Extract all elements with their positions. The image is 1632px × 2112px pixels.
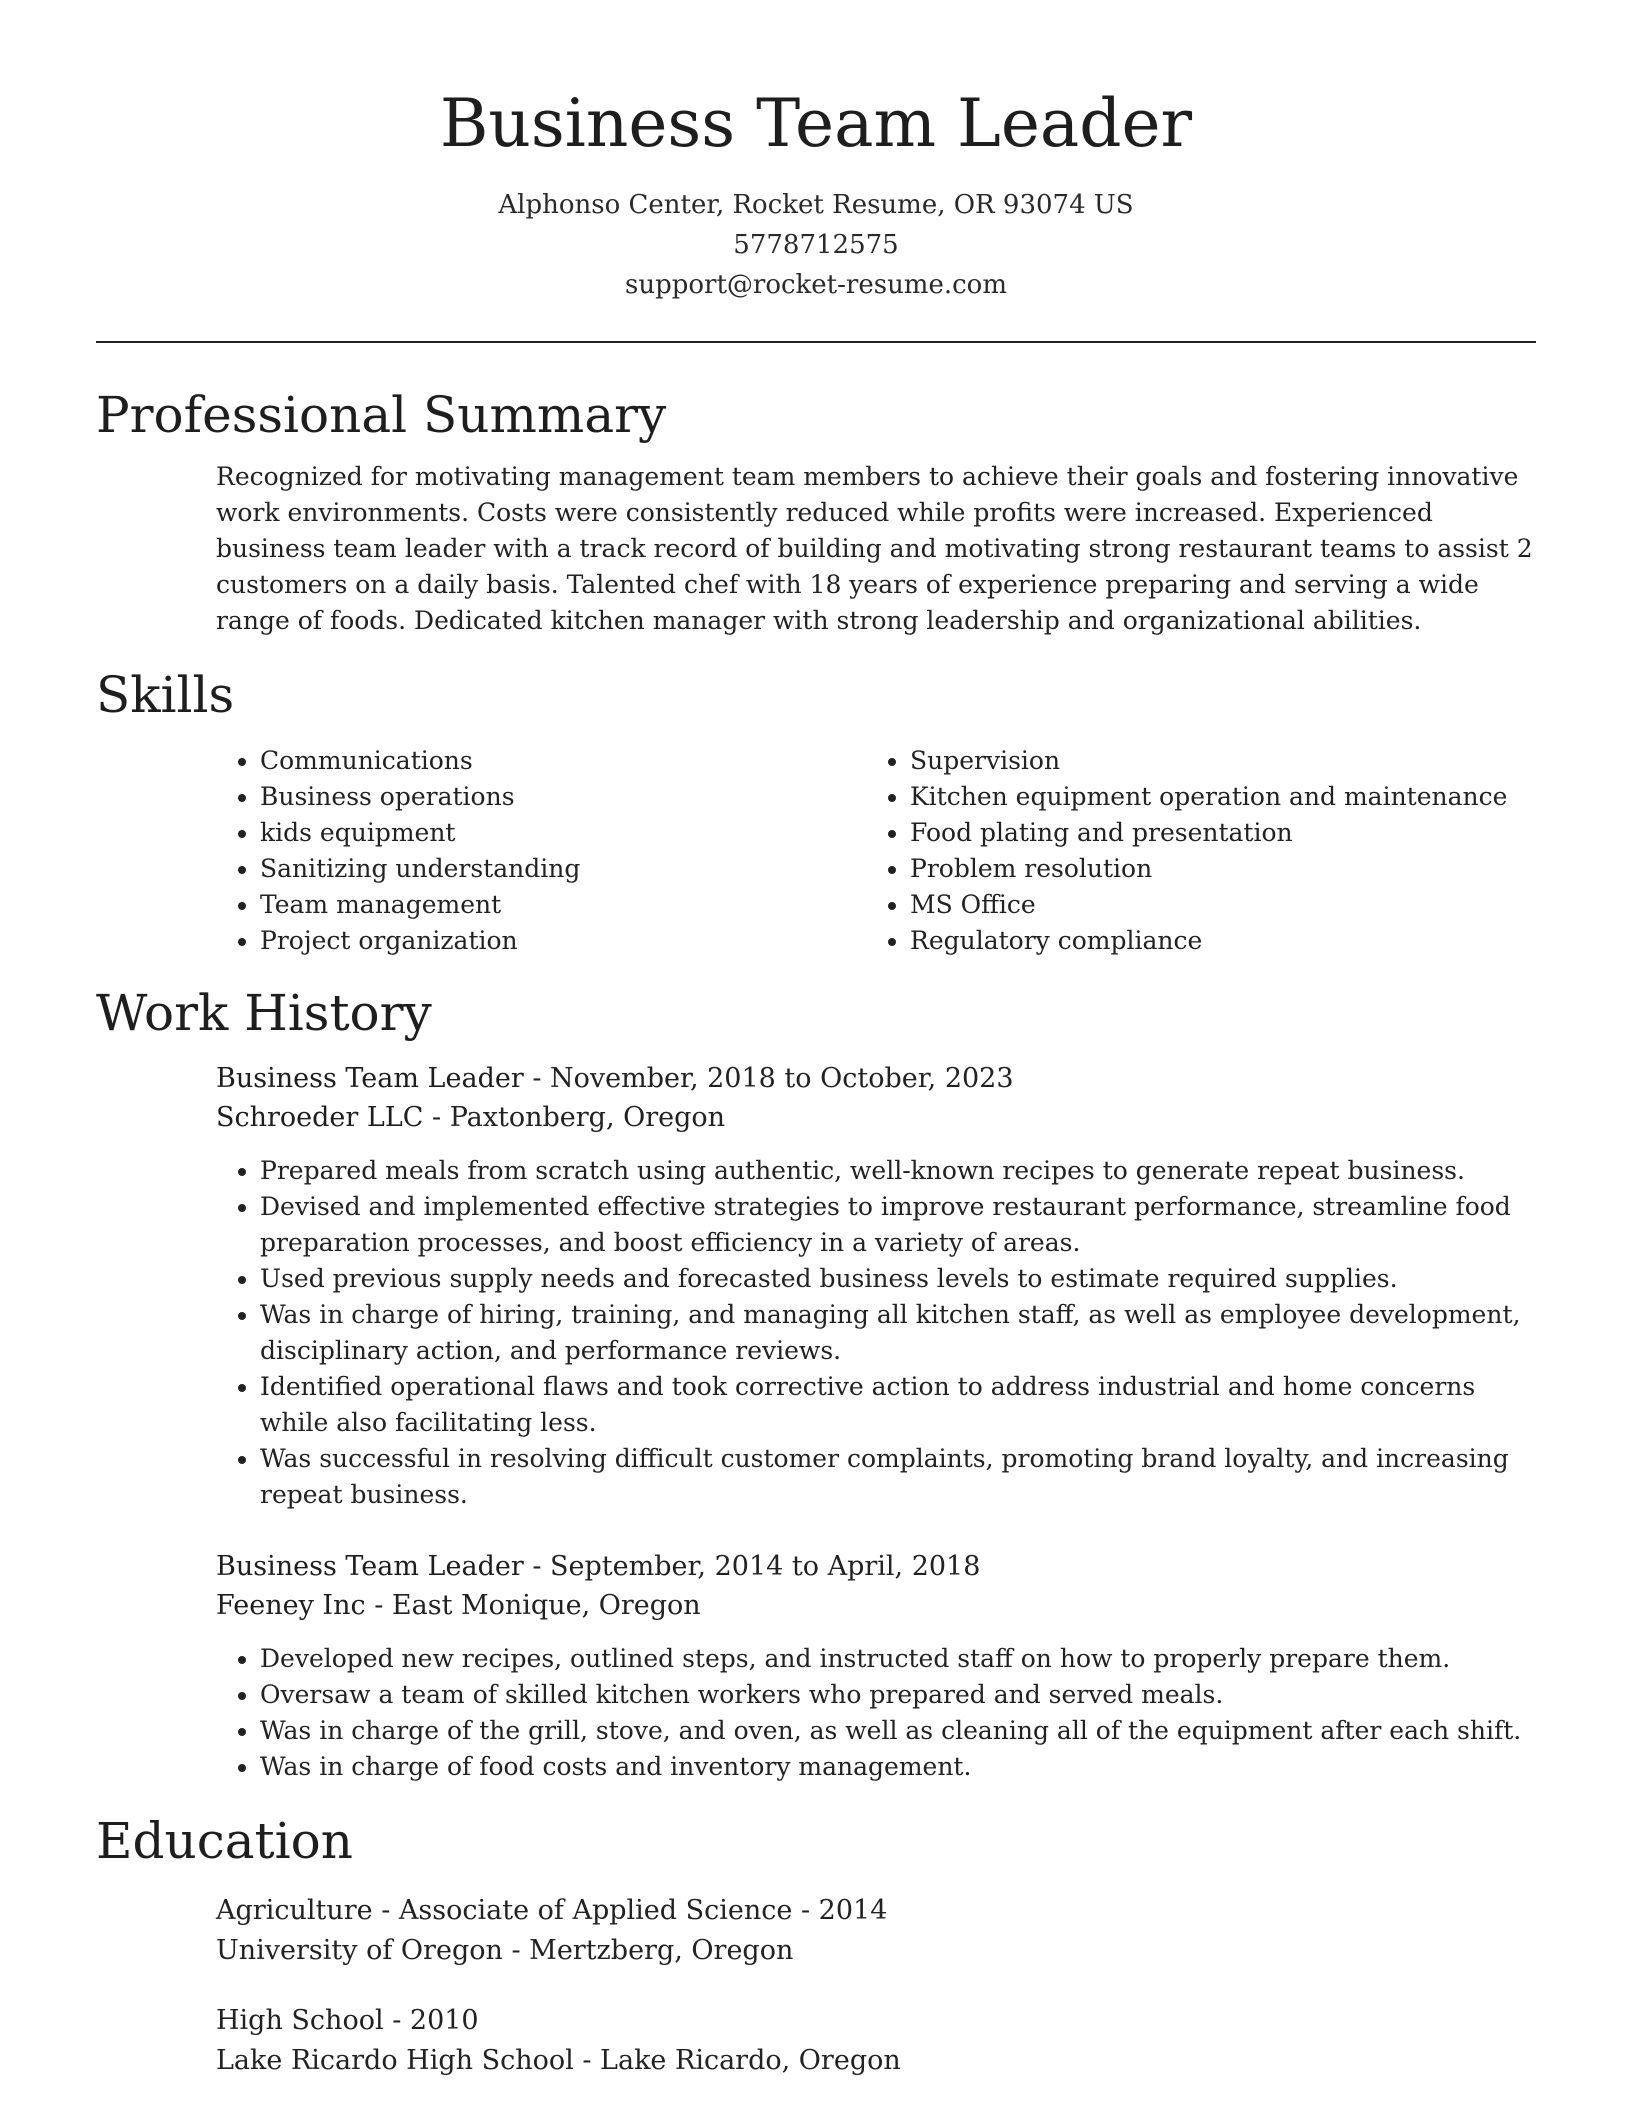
job-title-line bbox=[216, 1059, 1536, 1098]
job-duty: • Was successful in resolving difficult customer complaints, promoting brand loyalty, and increasing repeat business. bbox=[260, 1441, 1536, 1513]
skills-grid bbox=[216, 743, 1536, 959]
summary-section bbox=[96, 385, 1536, 639]
job-duty: • Was in charge of the grill, stove, and oven, as well as cleaning all of the equipment after each shift. bbox=[260, 1713, 1536, 1749]
skill-item: • Team management bbox=[260, 887, 866, 923]
job-duty: • Was in charge of hiring, training, and managing all kitchen staff, as well as employee development, disciplinary action, and performance reviews. bbox=[260, 1297, 1536, 1369]
skill-item: • Communications bbox=[260, 743, 866, 779]
job-location: - East Monique, Oregon bbox=[374, 1590, 701, 1622]
skill-item: • Sanitizing understanding bbox=[260, 851, 866, 887]
skills-column-left bbox=[216, 743, 866, 959]
job-duty: • Was in charge of food costs and inventory management. bbox=[260, 1749, 1536, 1785]
contact-phone: 5778712575 bbox=[733, 230, 899, 261]
education-school-line bbox=[216, 1931, 1536, 1971]
job-title: Business Team Leader bbox=[216, 1551, 524, 1583]
job-location: - Paxtonberg, Oregon bbox=[432, 1102, 726, 1134]
job-title-line bbox=[216, 1547, 1536, 1586]
job-entry bbox=[216, 1547, 1536, 1785]
job-dates: - September, 2014 to April, 2018 bbox=[532, 1551, 981, 1583]
education-section bbox=[96, 1811, 1536, 2081]
contact-address: Alphonso Center, Rocket Resume, OR 93074 US bbox=[498, 190, 1134, 221]
education-degree: - Associate of Applied Science - 2014 bbox=[381, 1895, 888, 1927]
job-company-line bbox=[216, 1098, 1536, 1137]
job-duty: • Prepared meals from scratch using authentic, well-known recipes to generate repeat business. bbox=[260, 1153, 1536, 1189]
candidate-name: Business Team Leader bbox=[439, 85, 1193, 162]
education-school-line bbox=[216, 2041, 1536, 2081]
job-duty: • Developed new recipes, outlined steps, and instructed staff on how to properly prepare them. bbox=[260, 1641, 1536, 1677]
education-degree: - 2010 bbox=[392, 2005, 479, 2037]
job-duties-list bbox=[216, 1641, 1536, 1785]
job-company-line bbox=[216, 1586, 1536, 1625]
job-duty: • Devised and implemented effective strategies to improve restaurant performance, streamline food preparation processes, and boost efficiency in a variety of areas. bbox=[260, 1189, 1536, 1261]
skill-item: • Kitchen equipment operation and maintenance bbox=[910, 779, 1516, 815]
job-duties-list bbox=[216, 1153, 1536, 1513]
education-field: High School bbox=[216, 2005, 384, 2037]
job-company: Schroeder LLC bbox=[216, 1102, 424, 1134]
contact-email: support@rocket-resume.com bbox=[624, 270, 1007, 301]
education-location: - Mertzberg, Oregon bbox=[511, 1935, 794, 1967]
work-history-heading: Work History bbox=[96, 984, 432, 1043]
summary-heading: Professional Summary bbox=[96, 386, 667, 445]
education-heading: Education bbox=[96, 1812, 353, 1871]
education-location: - Lake Ricardo, Oregon bbox=[582, 2045, 901, 2077]
education-field: Agriculture bbox=[216, 1895, 373, 1927]
skills-column-right bbox=[866, 743, 1516, 959]
skill-item: • Regulatory compliance bbox=[910, 923, 1516, 959]
work-history-section bbox=[96, 983, 1536, 1785]
job-duty: • Oversaw a team of skilled kitchen workers who prepared and served meals. bbox=[260, 1677, 1536, 1713]
skill-item: • Problem resolution bbox=[910, 851, 1516, 887]
skill-item: • MS Office bbox=[910, 887, 1516, 923]
skills-heading: Skills bbox=[96, 666, 235, 725]
skill-item: • Supervision bbox=[910, 743, 1516, 779]
job-dates: - November, 2018 to October, 2023 bbox=[532, 1063, 1014, 1095]
skill-item: • Food plating and presentation bbox=[910, 815, 1516, 851]
job-company: Feeney Inc bbox=[216, 1590, 366, 1622]
education-degree-line bbox=[216, 2001, 1536, 2041]
job-duty: • Identified operational flaws and took corrective action to address industrial and home concerns while also facilitating less. bbox=[260, 1369, 1536, 1441]
education-school: Lake Ricardo High School bbox=[216, 2045, 574, 2077]
job-duty: • Used previous supply needs and forecasted business levels to estimate required supplies. bbox=[260, 1261, 1536, 1297]
skill-item: • kids equipment bbox=[260, 815, 866, 851]
summary-text: Recognized for motivating management team members to achieve their goals and fostering innovative work environments. Costs were consistently reduced while profits were increased. Experienced business team leader with a track record of building and motivating strong restaurant teams to assist 2 customers on a daily basis. Talented chef with 18 years of experience preparing and serving a wide range of foods. Dedicated kitchen manager with strong leadership and organizational abilities. bbox=[216, 462, 1533, 636]
skills-section bbox=[96, 665, 1536, 959]
education-degree-line bbox=[216, 1891, 1536, 1931]
job-title: Business Team Leader bbox=[216, 1063, 524, 1095]
education-entry bbox=[216, 2001, 1536, 2081]
header-divider bbox=[96, 341, 1536, 343]
skill-item: • Business operations bbox=[260, 779, 866, 815]
education-entry bbox=[216, 1891, 1536, 1971]
job-entry bbox=[216, 1059, 1536, 1513]
resume-header bbox=[96, 0, 1536, 305]
education-school: University of Oregon bbox=[216, 1935, 503, 1967]
skill-item: • Project organization bbox=[260, 923, 866, 959]
